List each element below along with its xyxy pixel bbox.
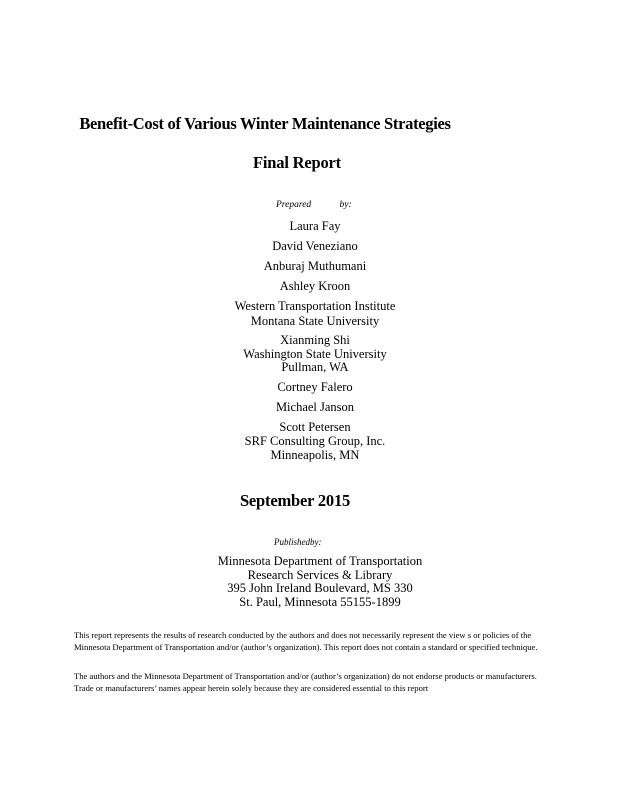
report-title: Benefit-Cost of Various Winter Maintenance Strategies [79, 114, 451, 133]
author-name: Scott Petersen [279, 420, 351, 434]
author-name: Ashley Kroon [279, 279, 351, 293]
publisher-block [0, 555, 618, 609]
publisher-name: Minnesota Department of Transportation [217, 554, 423, 568]
disclaimer-text: The authors and the Minnesota Department of Transportation and/or (author’s organization) do not endorse products or manufacturers. Trade or manufacturers’ names appear herein solely because they are considered essential to this report [74, 671, 537, 693]
author-name: Xianming Shi [280, 333, 350, 347]
prepared-by-label: Prepared by: [276, 200, 352, 210]
disclaimer-research [74, 630, 544, 653]
affiliation-location: Minneapolis, MN [270, 448, 360, 462]
author-name: Anburaj Muthumani [263, 259, 367, 273]
disclaimer-text: This report represents the results of research conducted by the authors and does not necessarily represent the view s or policies of the Minnesota Department of Transportation and/or (author’s organization). This report does not contain a standard or specified technique. [74, 630, 538, 652]
author-name: Cortney Falero [277, 380, 353, 394]
author-name: Laura Fay [289, 219, 341, 233]
disclaimer-endorsement [74, 671, 544, 694]
author-name: Michael Janson [275, 400, 355, 414]
author-name: David Veneziano [272, 239, 358, 253]
affiliation-university: Washington State University [243, 347, 387, 361]
affiliation-institute: Western Transportation Institute [234, 299, 396, 313]
report-subtitle: Final Report [253, 153, 341, 172]
report-date: September 2015 [239, 491, 351, 510]
publisher-address: 395 John Ireland Boulevard, MS 330 [227, 581, 413, 595]
affiliation-university: Montana State University [250, 314, 380, 328]
publisher-city: St. Paul, Minnesota 55155-1899 [239, 594, 401, 609]
published-by-label: Publishedby: [274, 537, 322, 547]
affiliation-company: SRF Consulting Group, Inc. [244, 434, 386, 448]
affiliation-location: Pullman, WA [281, 360, 349, 374]
publisher-department: Research Services & Library [247, 567, 393, 582]
